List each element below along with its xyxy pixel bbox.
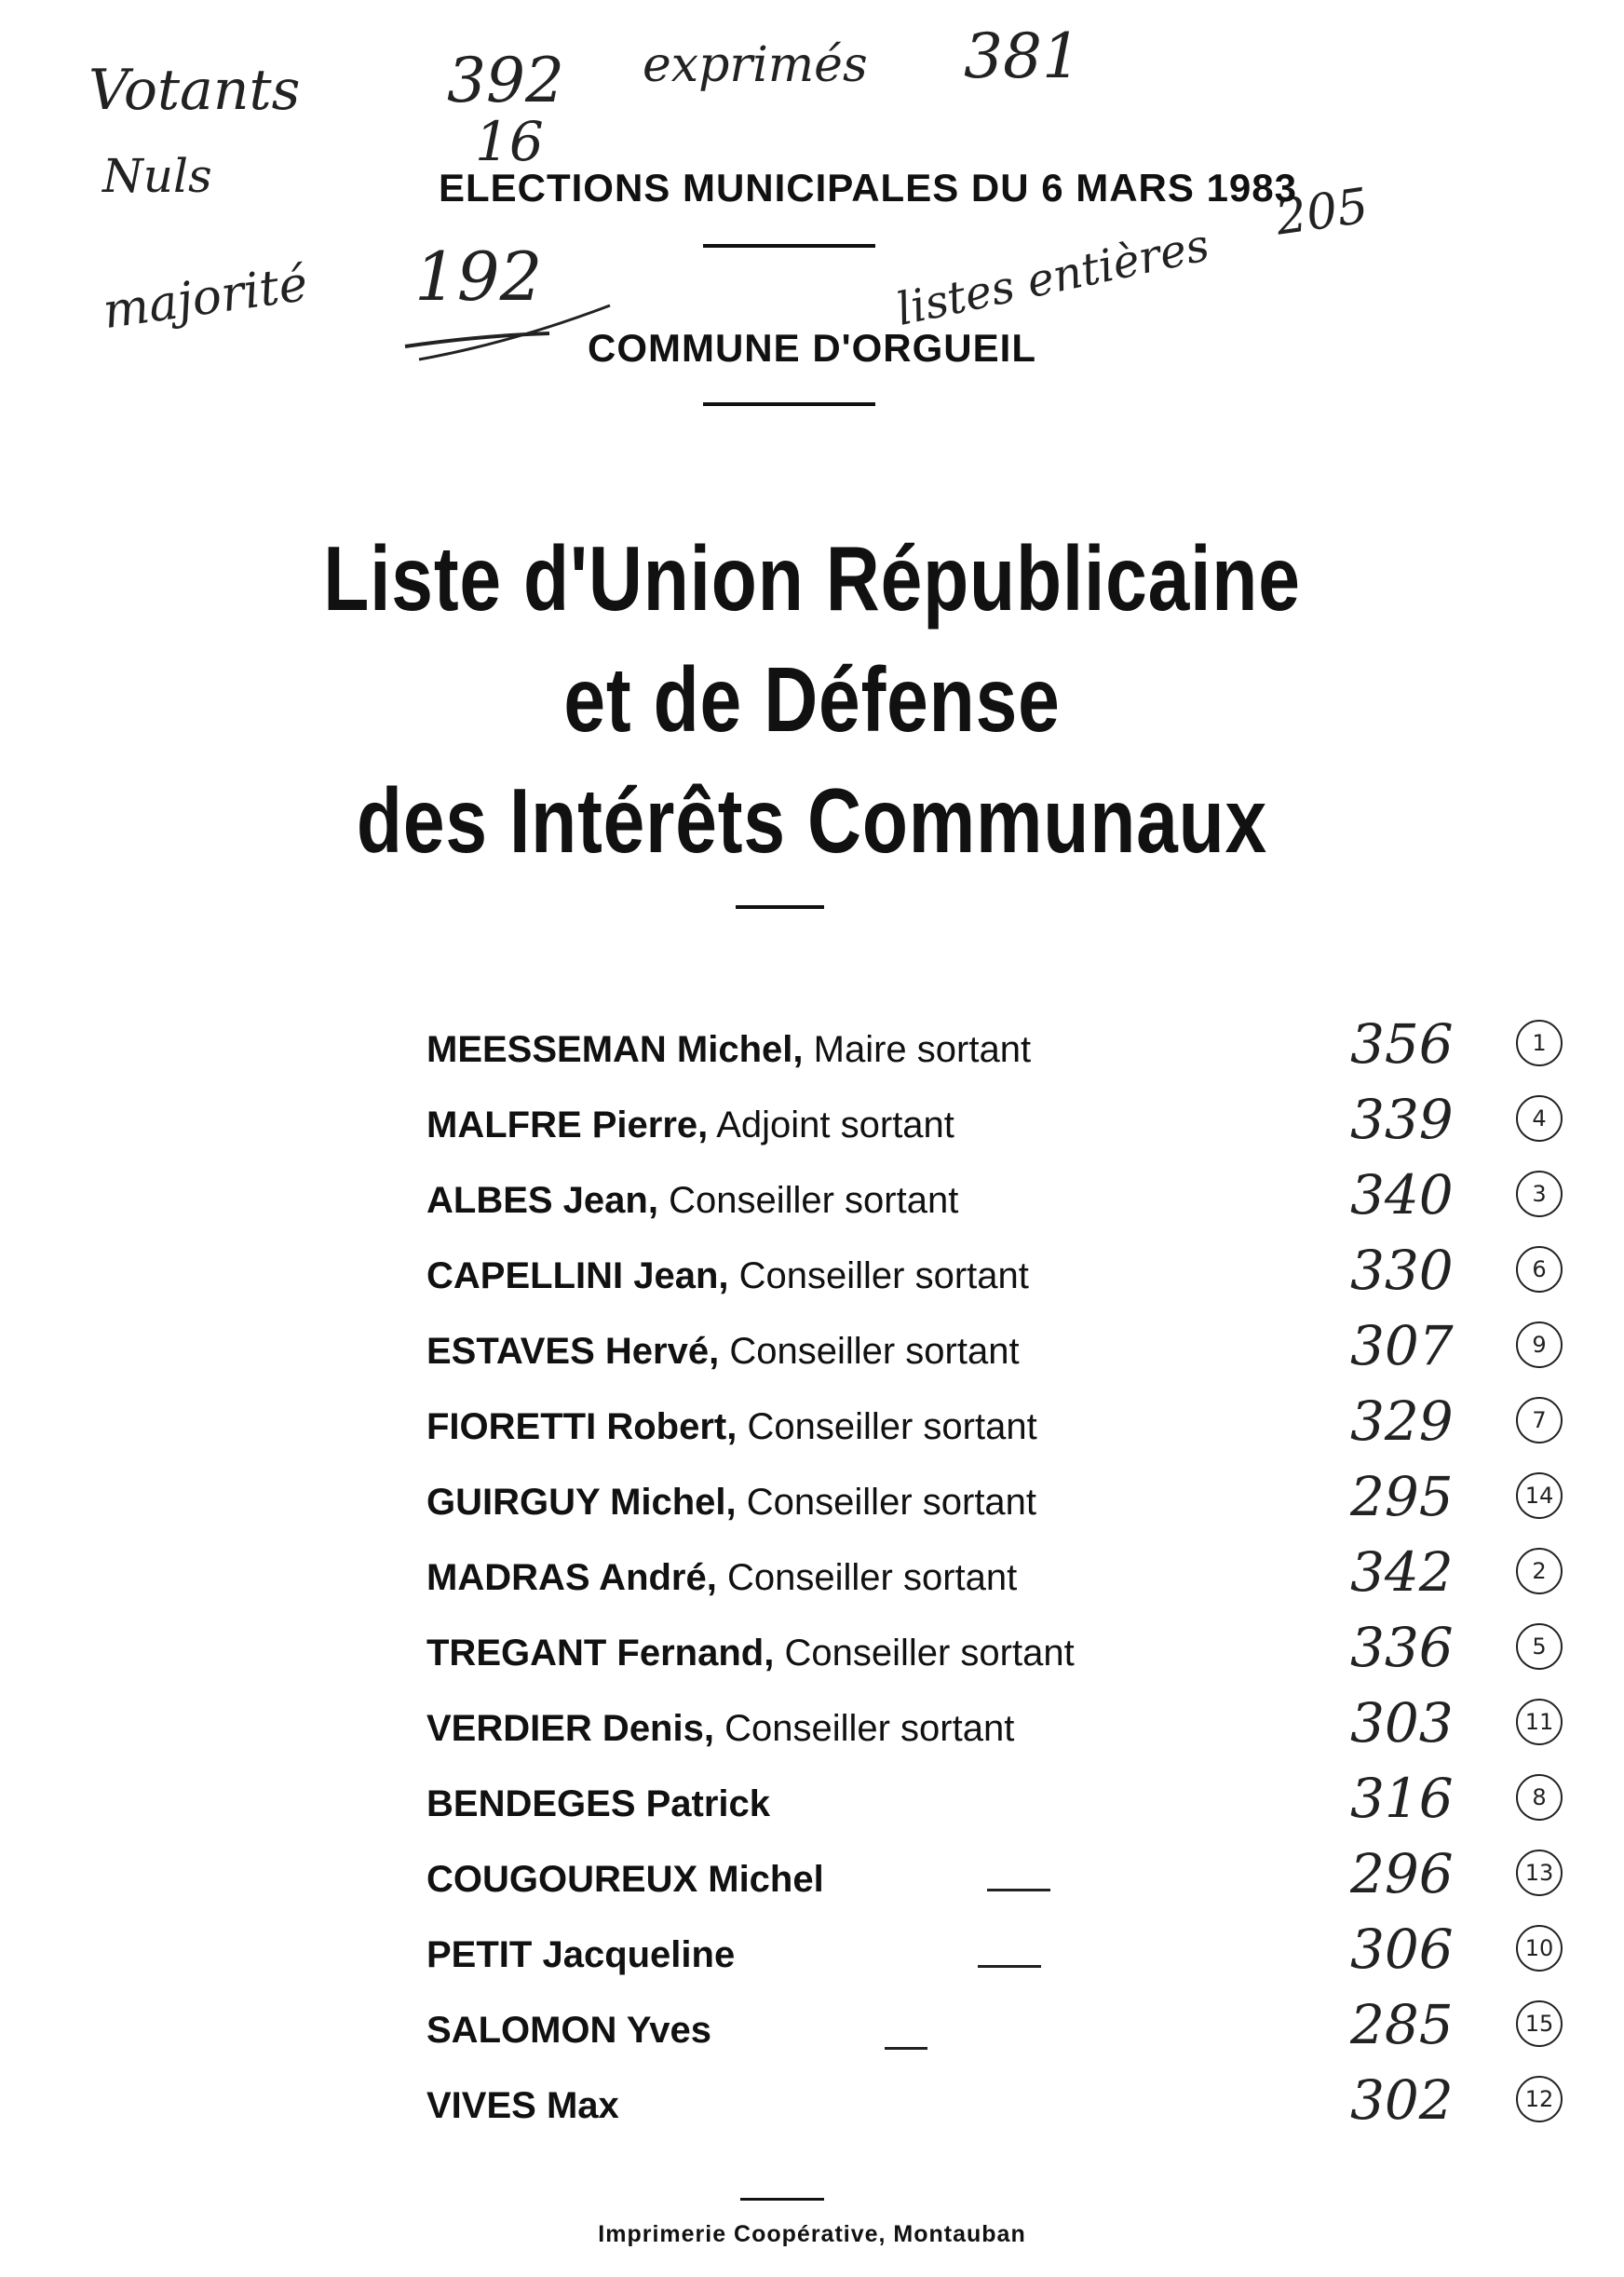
candidate-row xyxy=(426,1859,824,1901)
hw-votants-value: 392 xyxy=(447,45,564,116)
candidate-role: Conseiller sortant xyxy=(747,1406,1037,1447)
hw-vote-count: 285 xyxy=(1350,1993,1454,2056)
hw-vote-count: 302 xyxy=(1350,2068,1454,2132)
candidate-name: SALOMON Yves xyxy=(426,2010,712,2051)
hw-vote-count: 303 xyxy=(1350,1691,1454,1755)
candidate-row xyxy=(426,1105,954,1146)
hw-rank-circle: 5 xyxy=(1516,1623,1563,1670)
hw-majorite-label: majorité xyxy=(99,255,312,341)
hw-vote-count: 356 xyxy=(1350,1012,1454,1076)
candidate-name: VIVES Max xyxy=(426,2085,619,2126)
candidate-row xyxy=(426,1482,1036,1524)
candidate-name: CAPELLINI Jean, xyxy=(426,1255,729,1296)
hw-rank-circle: 9 xyxy=(1516,1321,1563,1368)
hw-majorite-value: 192 xyxy=(414,237,543,316)
hw-rank-circle: 7 xyxy=(1516,1397,1563,1443)
candidate-row xyxy=(426,1633,1075,1674)
candidate-role: Conseiller sortant xyxy=(729,1331,1020,1372)
candidate-name: COUGOUREUX Michel xyxy=(426,1859,824,1900)
hw-vote-count: 336 xyxy=(1350,1616,1454,1679)
candidate-row xyxy=(426,1783,770,1825)
candidate-name: FIORETTI Robert, xyxy=(426,1406,738,1447)
hw-vote-count: 307 xyxy=(1350,1314,1454,1377)
candidate-role: Conseiller sortant xyxy=(784,1633,1075,1674)
candidate-row xyxy=(426,1331,1020,1373)
hw-vote-count: 306 xyxy=(1350,1918,1454,1981)
hw-dash-2 xyxy=(978,1965,1041,1968)
hw-vote-count: 330 xyxy=(1350,1239,1454,1302)
hw-exprimes-value: 381 xyxy=(964,20,1081,92)
hw-rank-circle: 3 xyxy=(1516,1171,1563,1217)
candidate-name: PETIT Jacqueline xyxy=(426,1934,736,1975)
candidate-name: ALBES Jean, xyxy=(426,1180,658,1221)
hw-rank-circle: 2 xyxy=(1516,1548,1563,1594)
candidate-role: Maire sortant xyxy=(813,1029,1032,1070)
hw-listes-value: 205 xyxy=(1272,178,1372,247)
candidate-name: GUIRGUY Michel, xyxy=(426,1482,737,1523)
title-line-3: des Intérêts Communaux xyxy=(356,769,1268,872)
hw-rank-circle: 13 xyxy=(1516,1850,1563,1896)
hw-vote-count: 329 xyxy=(1350,1389,1454,1453)
candidate-role: Conseiller sortant xyxy=(724,1708,1015,1749)
hw-rank-circle: 1 xyxy=(1516,1020,1563,1066)
candidate-role: Conseiller sortant xyxy=(746,1482,1037,1523)
header-rule-1 xyxy=(703,244,875,248)
hw-votants-label: Votants xyxy=(88,58,301,123)
hw-rank-circle: 6 xyxy=(1516,1246,1563,1293)
hw-vote-count: 295 xyxy=(1350,1465,1454,1528)
candidate-name: MEESSEMAN Michel, xyxy=(426,1029,804,1070)
candidate-role: Conseiller sortant xyxy=(669,1180,959,1221)
hw-rank-circle: 11 xyxy=(1516,1699,1563,1745)
candidate-name: ESTAVES Hervé, xyxy=(426,1331,720,1372)
candidate-row xyxy=(426,1180,958,1222)
candidate-row xyxy=(426,1406,1037,1448)
hw-rank-circle: 10 xyxy=(1516,1925,1563,1972)
header-rule-2 xyxy=(703,402,875,406)
hw-rank-circle: 8 xyxy=(1516,1774,1563,1821)
candidate-row xyxy=(426,1934,735,1976)
commune-heading: COMMUNE D'ORGUEIL xyxy=(588,326,1036,370)
candidate-name: TREGANT Fernand, xyxy=(426,1633,775,1674)
hw-rank-circle: 14 xyxy=(1516,1472,1563,1519)
hw-dash-3 xyxy=(885,2047,927,2050)
hw-nuls-label: Nuls xyxy=(102,149,212,203)
candidate-role: Conseiller sortant xyxy=(726,1557,1018,1598)
hw-rank-circle: 15 xyxy=(1516,2000,1563,2047)
hw-dash-1 xyxy=(987,1889,1050,1891)
candidate-name: MALFRE Pierre, xyxy=(426,1105,709,1145)
candidate-row xyxy=(426,1557,1017,1599)
hw-nuls-value: 16 xyxy=(475,110,544,173)
candidate-row xyxy=(426,1029,1031,1071)
candidate-row xyxy=(426,1255,1029,1297)
hw-vote-count: 342 xyxy=(1350,1540,1454,1604)
title-line-2: et de Défense xyxy=(563,648,1061,751)
candidate-name: VERDIER Denis, xyxy=(426,1708,714,1749)
hw-listes-label: listes entières xyxy=(891,219,1214,336)
candidate-row xyxy=(426,2010,711,2052)
candidate-role: Conseiller sortant xyxy=(738,1255,1029,1296)
hw-rank-circle: 12 xyxy=(1516,2076,1563,2122)
title-line-1: Liste d'Union Républicaine xyxy=(323,527,1301,630)
hw-vote-count: 316 xyxy=(1350,1767,1454,1830)
candidate-role: Adjoint sortant xyxy=(716,1105,954,1145)
hw-vote-count: 296 xyxy=(1350,1842,1454,1905)
hw-vote-count: 340 xyxy=(1350,1163,1454,1227)
candidate-row xyxy=(426,2085,619,2127)
candidate-name: BENDEGES Patrick xyxy=(426,1783,771,1824)
election-heading: ELECTIONS MUNICIPALES DU 6 MARS 1983 xyxy=(438,166,1298,210)
hw-exprimes-label: exprimés xyxy=(643,37,868,93)
hw-vote-count: 339 xyxy=(1350,1088,1454,1151)
printer-credit: Imprimerie Coopérative, Montauban xyxy=(598,2221,1026,2247)
candidate-row xyxy=(426,1708,1014,1750)
candidate-name: MADRAS André, xyxy=(426,1557,717,1598)
footer-rule xyxy=(740,2198,824,2201)
hw-rank-circle: 4 xyxy=(1516,1095,1563,1142)
title-rule xyxy=(736,905,824,909)
